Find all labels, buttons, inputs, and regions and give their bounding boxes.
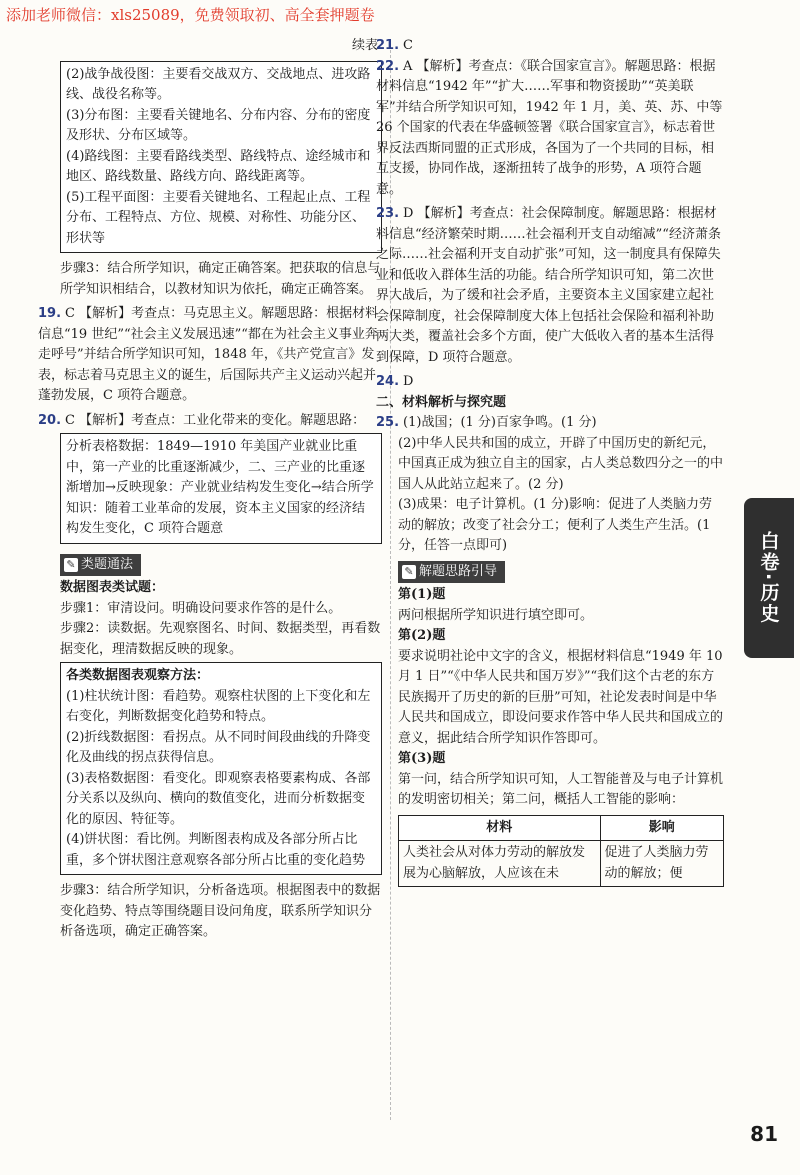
method-tag-label: 类题通法: [81, 556, 134, 572]
box-line: (1)柱状统计图：看趋势。观察柱状图的上下变化和左右变化，判断数据变化趋势和特点。: [66, 688, 371, 724]
material-impact-table: [398, 815, 724, 888]
box-line: (4)饼状图：看比例。判断图表构成及各部分所占比重，多个饼状图注意观察各部分所占比重的变化趋势: [66, 832, 366, 868]
left-column: [38, 36, 382, 943]
table-header: 材料: [399, 815, 601, 841]
table-header-row: [399, 815, 724, 841]
side-tab-label: 白卷·历史: [757, 531, 780, 625]
sub-question-3-text: 第一问，结合所学知识可知，人工智能普及与电子计算机的发明密切相关；第二问，概括人工智能的影响：: [398, 771, 724, 807]
sub-question-1: 第(1)题: [398, 587, 446, 602]
sub-question-2: 第(2)题: [398, 628, 446, 643]
answer-25-part3: (3)成果：电子计算机。(1 分)影响：促进了人类脑力劳动的解放；改变了社会分工；便利了人类生产生活。(1 分，任答一点即可): [398, 497, 712, 553]
column-divider: [390, 40, 391, 1120]
continued-label: 续表: [351, 38, 378, 53]
edit-icon: ✎: [402, 565, 416, 579]
method-tag: [60, 554, 141, 577]
method-title: 数据图表类试题：: [60, 580, 165, 595]
question-21: [376, 36, 724, 57]
page-number: 81: [750, 1122, 778, 1146]
chart-methods-box: [60, 662, 382, 875]
map-types-box: [60, 61, 382, 254]
section-heading: 二、材料解析与探究题: [376, 394, 507, 410]
guide-tag: [398, 561, 505, 584]
box-line: (2)战争战役图：主要看交战双方、交战地点、进攻路线、战役名称等。: [66, 66, 371, 102]
box-line: (3)分布图：主要看关键地名、分布内容、分布的密度及形状、分布区域等。: [66, 107, 371, 143]
answer-22-text: A 【解析】考查点：《联合国家宣言》。解题思路：根据材料信息“1942 年”“扩大……军事和物资援助”“英美联军”并结合所学知识可知，1942 年 1 月，美、英、苏、中等 26 个国家的代表在华盛顿签署《联合国家宣言》，标志着世界反法西斯同盟的正式形成，各国为了一个共同的目标，相互支援，协同作战，逐渐扭转了战争的形势，A 项符合题意。: [376, 58, 723, 197]
question-number: 23.: [376, 206, 400, 221]
subject-side-tab: [744, 498, 794, 658]
question-22: [376, 57, 724, 201]
question-20: [38, 411, 382, 432]
table-analysis-box: [60, 433, 382, 544]
guide-tag-label: 解题思路引导: [419, 563, 498, 579]
answer-20-text: C 【解析】考查点：工业化带来的变化。解题思路：: [65, 412, 366, 428]
box-line: (5)工程平面图：主要看关键地名、工程起止点、工程分布、工程特点、方位、规模、对称性、功能分区、形状等: [66, 189, 371, 246]
answer-23-text: D 【解析】考查点：社会保障制度。解题思路：根据材料信息“经济繁荣时期……社会福利开支自动缩减”“经济萧条之际……社会福利开支自动扩张”可知，这一制度具有保障失业和低收入群体生活的功能。结合所学知识可知，第二次世界大战后，为了缓和社会矛盾，主要资本主义国家建立起社会保障制度，社会保障制度大体上包括社会保险和福利补助两大类，覆盖社会多个方面，使广大低收入者的基本生活得到保障，D 项符合题意。: [376, 206, 721, 365]
box-text: 分析表格数据：1849—1910 年美国产业就业比重中，第一产业的比重逐渐减少，二、三产业的比重逐渐增加→反映现象：产业就业结构发生变化→结合所学知识：随着工业革命的发展，资本主义国家的经济结构发生变化，C 项符合题意: [66, 439, 374, 536]
box-line: (2)折线数据图：看拐点。从不同时间段曲线的升降变化及曲线的拐点获得信息。: [66, 729, 371, 765]
question-number: 24.: [376, 374, 400, 389]
step1-text: 步骤1：审清设问。明确设问要求作答的是什么。: [60, 600, 342, 616]
table-row: [399, 841, 724, 887]
table-cell: 人类社会从对体力劳动的解放发展为心脑解放，人应该在未: [399, 841, 601, 887]
question-23: [376, 204, 724, 368]
question-number: 22.: [376, 58, 400, 74]
step3b-text: 步骤3：结合所学知识，分析备选项。根据图表中的数据变化趋势、特点等围绕题目设问角度，联系所学知识分析备选项，确定正确答案。: [60, 883, 381, 939]
box-title: 各类数据图表观察方法：: [66, 668, 210, 683]
pen-icon: ✎: [64, 558, 78, 572]
answer-25-part1: (1)战国；(1 分)百家争鸣。(1 分): [403, 415, 597, 430]
sub-question-2-text: 要求说明社论中文字的含义，根据材料信息“1949 年 10 月 1 日”“《中华人民共和国万岁》”“我们这个古老的东方民族揭开了历史的新的巨册”可知，社论发表时间是中华人民共和国成立，即设问要求作答中华人民共和国成立的意义，据此结合所学知识作答即可。: [398, 648, 724, 746]
sub-question-3: 第(3)题: [398, 751, 446, 766]
right-column: [376, 36, 724, 887]
box-line: (3)表格数据图：看变化。即观察表格要素构成、各部分关系以及纵向、横向的数值变化，进而分析数据变化的原因、特征等。: [66, 770, 371, 827]
question-number: 19.: [38, 306, 62, 321]
step3-text: 步骤3：结合所学知识，确定正确答案。把获取的信息与所学知识相结合，以教材知识为依托，确定正确答案。: [60, 261, 381, 297]
watermark-text: 添加老师微信：xls25089，免费领取初、高全套押题卷: [6, 6, 375, 24]
answer-21-text: C: [403, 38, 413, 53]
answer-19-text: C 【解析】考查点：马克思主义。解题思路：根据材料信息“19 世纪”“社会主义发展迅速”“都在为社会主义事业奔走呼号”并结合所学知识可知，1848 年，《共产党宣言》发表，标志着马克思主义的诞生，后国际共产主义运动兴起并蓬勃发展，C 项符合题意。: [38, 306, 379, 403]
table-header: 影响: [600, 815, 724, 841]
question-number: 20.: [38, 412, 62, 428]
answer-24-text: D: [403, 374, 414, 389]
sub-question-1-text: 两问根据所学知识进行填空即可。: [398, 607, 594, 623]
table-cell: 促进了人类脑力劳动的解放；便: [600, 841, 724, 887]
question-19: [38, 304, 382, 407]
question-24: [376, 372, 724, 393]
box-line: (4)路线图：主要看路线类型、路线特点、途经城市和地区、路线数量、路线方向、路线距离等。: [66, 148, 371, 184]
question-number: 25.: [376, 415, 400, 430]
question-number: 21.: [376, 38, 400, 53]
question-25: [376, 413, 724, 434]
step2-text: 步骤2：读数据。先观察图名、时间、数据类型，再看数据变化，理清数据反映的现象。: [60, 621, 381, 657]
answer-25-part2: (2)中华人民共和国的成立，开辟了中国历史的新纪元，中国真正成为独立自主的国家，占人类总数四分之一的中国人从此站立起来了。(2 分): [398, 435, 724, 492]
